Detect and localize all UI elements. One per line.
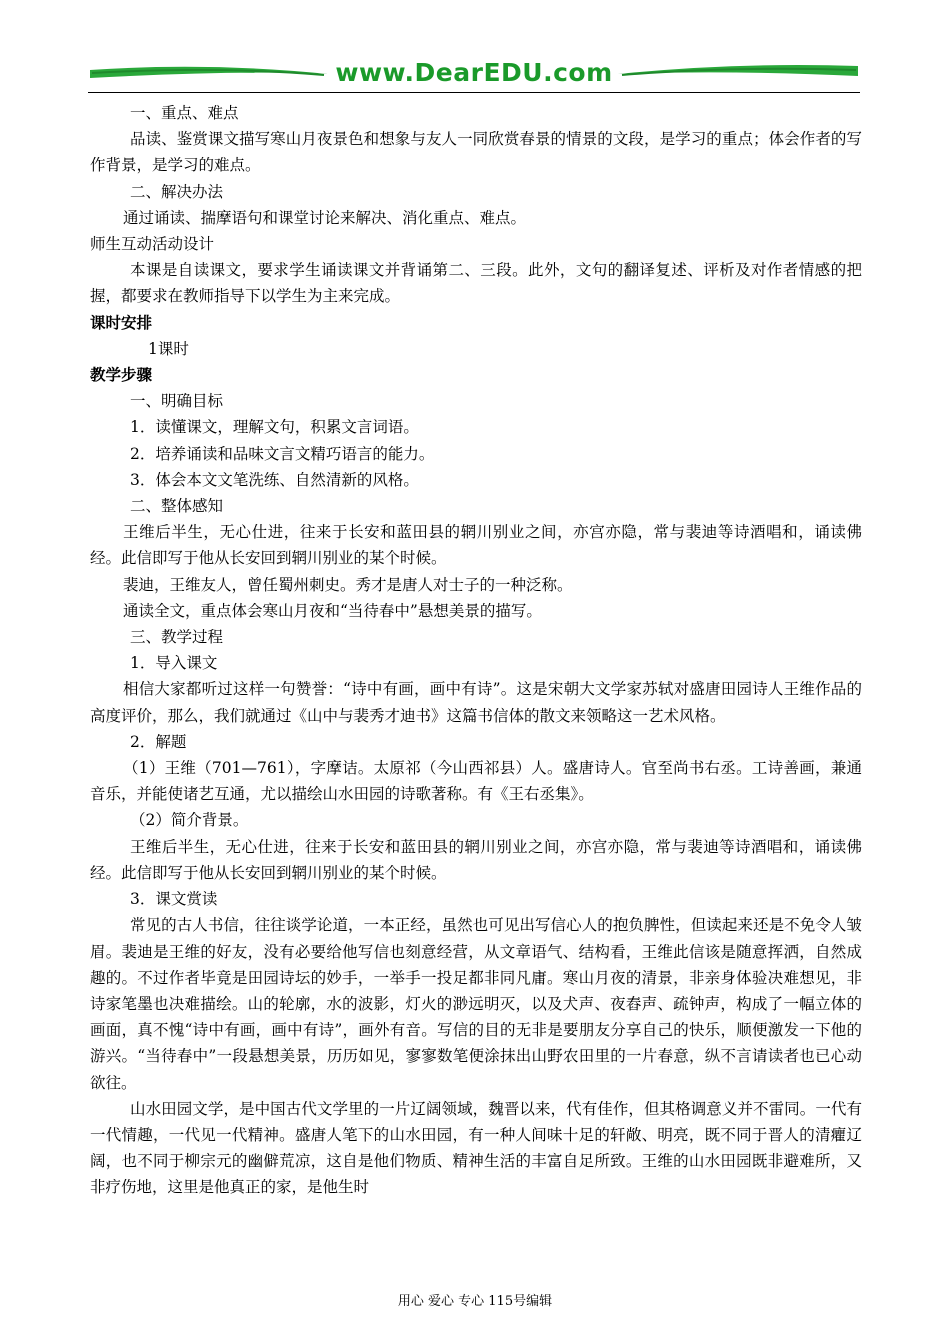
paragraph: （2）简介背景。 (130, 811, 249, 830)
paragraph: 王维后半生，无心仕进，往来于长安和蓝田县的辋川别业之间，亦宫亦隐，常与裴迪等诗酒唱和，诵读佛经。此信即写于他从长安回到辋川别业的某个时候。 (90, 837, 862, 882)
header-rule (88, 92, 860, 93)
paragraph: 本课是自读课文，要求学生诵读课文并背诵第二、三段。此外，文句的翻译复述、评析及对作者情感的把握，都要求在教师指导下以学生为主来完成。 (90, 261, 862, 306)
site-header (88, 56, 860, 96)
paragraph: 通过诵读、揣摩语句和课堂讨论来解决、消化重点、难点。 (123, 208, 527, 227)
paragraph: 通读全文，重点体会寒山月夜和“当待春中”悬想美景的描写。 (123, 601, 542, 620)
paragraph: 二、解决办法 (130, 182, 224, 201)
paragraph: 1．读懂课文，理解文句，积累文言词语。 (130, 418, 419, 437)
paragraph: 3．体会本文文笔洗练、自然清新的风格。 (130, 470, 419, 489)
paragraph: 三、教学过程 (130, 628, 224, 647)
paragraph: 2．培养诵读和品味文言文精巧语言的能力。 (130, 444, 435, 463)
paragraph: （1）王维（701—761），字摩诘。太原祁（今山西祁县）人。盛唐诗人。官至尚书右丞。工诗善画，兼通音乐，并能使诸艺互通，尤以描绘山水田园的诗歌著称。有《王右丞集》。 (90, 759, 862, 804)
page-footer: 用心 爱心 专心 115号编辑 (397, 1294, 553, 1309)
paragraph: 二、整体感知 (130, 497, 224, 516)
section-heading: 教学步骤 (90, 366, 153, 385)
paragraph: 2．解题 (130, 732, 187, 751)
paragraph: 王维后半生，无心仕进，往来于长安和蓝田县的辋川别业之间，亦宫亦隐，常与裴迪等诗酒唱和，诵读佛经。此信即写于他从长安回到辋川别业的某个时候。 (90, 523, 862, 568)
site-logo-text[interactable]: www.DearEDU.com (335, 58, 613, 87)
paragraph: 山水田园文学，是中国古代文学里的一片辽阔领域，魏晋以来，代有佳作，但其格调意义并不雷同。一代有一代情趣，一代见一代精神。盛唐人笔下的山水田园，有一种人间味十足的轩敞、明亮，既不同于晋人的清癯辽阔，也不同于柳宗元的幽僻荒凉，这自是他们物质、精神生活的丰富自足所致。王维的山水田园既非避难所，又非疗伤地，这里是他真正的家，是他生时 (90, 1099, 862, 1197)
section-heading: 课时安排 (90, 313, 153, 332)
document-body (90, 100, 862, 1201)
paragraph: 常见的古人书信，往往谈学论道，一本正经，虽然也可见出写信心人的抱负脾性，但读起来还是不免令人皱眉。裴迪是王维的好友，没有必要给他写信也刻意经营，从文章语气、结构看，王维此信该是随意挥洒，自然成趣的。不过作者毕竟是田园诗坛的妙手，一举手一投足都非同凡庸。寒山月夜的清景，非亲身体验决难想见，非诗家笔墨也决难描绘。山的轮廓，水的波影，灯火的渺远明灭，以及犬声、夜舂声、疏钟声，构成了一幅立体的画面，真不愧“诗中有画，画中有诗”，画外有音。写信的目的无非是要朋友分享自己的快乐，顺便激发一下他的游兴。“当待春中”一段悬想美景，历历如见，寥寥数笔便涂抹出山野农田里的一片春意，纵不言请读者也已心动欲往。 (90, 916, 862, 1092)
paragraph: 品读、鉴赏课文描写寒山月夜景色和想象与友人一同欣赏春景的情景的文段，是学习的重点；体会作者的写作背景，是学习的难点。 (90, 130, 862, 175)
paragraph: 3．课文赏读 (130, 890, 218, 909)
paragraph: 师生互动活动设计 (90, 235, 215, 254)
paragraph: 一、明确目标 (130, 392, 224, 411)
paragraph: 1课时 (148, 339, 189, 358)
paragraph: 相信大家都听过这样一句赞誉：“诗中有画，画中有诗”。这是宋朝大文学家苏轼对盛唐田园诗人王维作品的高度评价，那么，我们就通过《山中与裴秀才迪书》这篇书信体的散文来领略这一艺术风格。 (90, 680, 862, 725)
paragraph: 1．导入课文 (130, 654, 218, 673)
paragraph: 裴迪，王维友人，曾任蜀州刺史。秀才是唐人对士子的一种泛称。 (123, 575, 573, 594)
paragraph: 一、重点、难点 (130, 104, 239, 122)
